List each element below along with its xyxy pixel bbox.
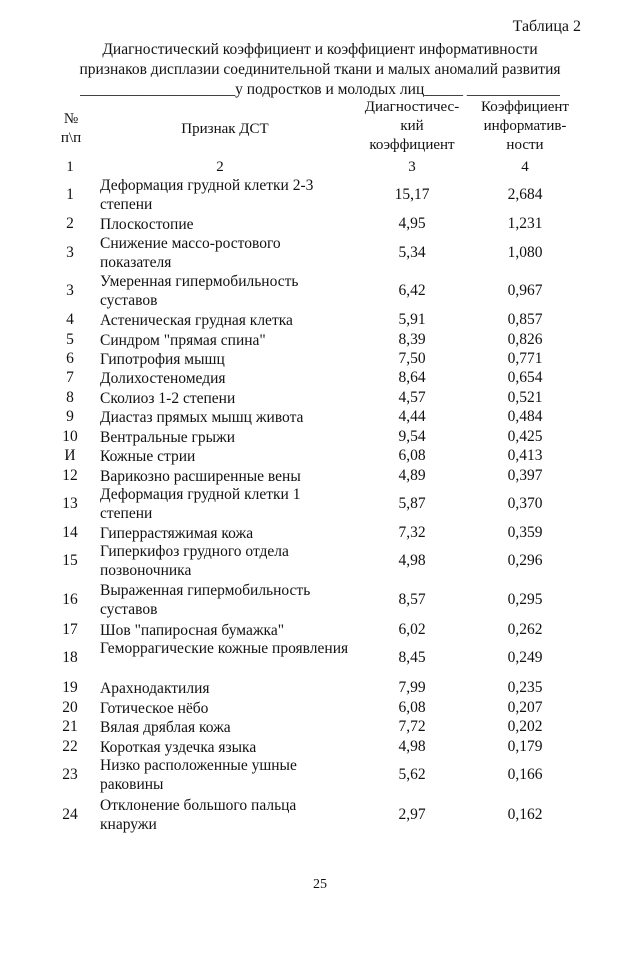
- row-diagnostic-coefficient: 7,32: [398, 524, 426, 541]
- table-row: [0, 796, 639, 834]
- row-sign: Отклонение большого пальца кнаружи: [100, 797, 297, 833]
- row-number: 14: [62, 524, 78, 541]
- row-number: 8: [66, 389, 74, 406]
- row-number: 16: [62, 591, 78, 608]
- row-informativity-coefficient: 0,207: [507, 699, 543, 716]
- row-diagnostic-coefficient: 7,72: [398, 718, 426, 735]
- table-row: [0, 176, 639, 214]
- table-row: [0, 485, 639, 523]
- row-informativity-coefficient: 0,166: [507, 766, 543, 783]
- table-row: [0, 310, 639, 330]
- row-sign: Вентральные грыжи: [100, 429, 236, 446]
- row-informativity-coefficient: 0,359: [507, 524, 543, 541]
- table-label: Таблица 2: [512, 18, 581, 35]
- row-diagnostic-coefficient: 6,08: [398, 699, 426, 716]
- row-diagnostic-coefficient: 6,02: [398, 621, 426, 638]
- column-number-2: 2: [216, 159, 224, 175]
- row-informativity-coefficient: 0,370: [507, 495, 543, 512]
- row-diagnostic-coefficient: 4,44: [398, 408, 426, 425]
- table-row: [0, 214, 639, 234]
- row-number: 13: [62, 495, 78, 512]
- column-number-4: 4: [521, 159, 529, 175]
- row-diagnostic-coefficient: 9,54: [398, 428, 426, 445]
- row-number: 4: [66, 311, 74, 328]
- table-row: [0, 717, 639, 737]
- row-informativity-coefficient: 0,826: [507, 331, 543, 348]
- header-diagnostic-line-2: кий: [400, 118, 424, 134]
- row-number: И: [64, 447, 76, 464]
- row-diagnostic-coefficient: 4,89: [398, 467, 426, 484]
- row-number: 23: [62, 766, 78, 783]
- row-diagnostic-coefficient: 7,99: [398, 679, 426, 696]
- row-diagnostic-coefficient: 8,57: [398, 591, 426, 608]
- row-informativity-coefficient: 1,231: [507, 215, 543, 232]
- row-sign: Кожные стрии: [100, 448, 196, 465]
- table-row: [0, 523, 639, 543]
- row-number: 9: [66, 408, 74, 425]
- row-informativity-coefficient: 2,684: [507, 186, 543, 203]
- row-sign: Гиперкифоз грудного отдела позвоночника: [100, 543, 289, 579]
- row-number: 22: [62, 738, 78, 755]
- row-diagnostic-coefficient: 8,45: [398, 649, 426, 666]
- row-number: 2: [66, 215, 74, 232]
- row-informativity-coefficient: 0,413: [507, 447, 543, 464]
- row-diagnostic-coefficient: 6,42: [398, 282, 426, 299]
- table-caption-line-1: Диагностический коэффициент и коэффициент информативности: [102, 41, 538, 58]
- row-sign: Шов "папиросная бумажка": [100, 622, 285, 639]
- row-informativity-coefficient: 0,654: [507, 369, 543, 386]
- row-number: 10: [62, 428, 78, 445]
- header-informativity-coef-col: [465, 98, 585, 155]
- row-informativity-coefficient: 0,249: [507, 649, 543, 666]
- row-number: 17: [62, 621, 78, 638]
- header-diagnostic-line-1: Диагностичес-: [364, 99, 460, 115]
- row-sign: Геморрагические кожные проявления: [100, 640, 349, 657]
- row-informativity-coefficient: 0,295: [507, 591, 543, 608]
- table-row: [0, 234, 639, 272]
- row-diagnostic-coefficient: 4,98: [398, 552, 426, 569]
- row-sign: Выраженная гипермобильность суставов: [100, 582, 311, 618]
- row-number: 15: [62, 552, 78, 569]
- row-informativity-coefficient: 0,202: [507, 718, 543, 735]
- row-number: 20: [62, 699, 78, 716]
- row-number: 5: [66, 331, 74, 348]
- row-informativity-coefficient: 0,484: [507, 408, 543, 425]
- row-number: 6: [66, 350, 74, 367]
- table-caption-line-3: ____________________у подростков и молодых лиц_____ ____________: [80, 81, 560, 98]
- table-caption-line-2: признаков дисплазии соединительной ткани и малых аномалий развития: [79, 61, 561, 78]
- row-diagnostic-coefficient: 5,87: [398, 495, 426, 512]
- row-informativity-coefficient: 0,397: [507, 467, 543, 484]
- page-number: 25: [313, 877, 327, 892]
- row-number: 24: [62, 806, 78, 823]
- table-row: [0, 388, 639, 408]
- row-informativity-coefficient: 0,235: [507, 679, 543, 696]
- row-informativity-coefficient: 0,521: [507, 389, 543, 406]
- column-number-3: 3: [408, 159, 416, 175]
- table-row: [0, 756, 639, 794]
- row-number: 21: [62, 718, 78, 735]
- row-sign: Сколиоз 1-2 степени: [100, 390, 236, 407]
- row-number: 3: [66, 282, 74, 299]
- table-row: [0, 620, 639, 640]
- row-diagnostic-coefficient: 5,34: [398, 244, 426, 261]
- table-row: [0, 330, 639, 350]
- header-sign-col: Признак ДСТ: [181, 121, 269, 137]
- header-informativity-line-2: информатив-: [483, 118, 567, 134]
- header-number-col: [56, 110, 86, 148]
- row-number: 1: [66, 186, 74, 203]
- row-informativity-coefficient: 0,771: [507, 350, 543, 367]
- table-row: [0, 446, 639, 466]
- row-diagnostic-coefficient: 5,62: [398, 766, 426, 783]
- table-row: [0, 698, 639, 718]
- row-diagnostic-coefficient: 2,97: [398, 806, 426, 823]
- row-sign: Низко расположенные ушные раковины: [100, 757, 297, 793]
- row-sign: Короткая уздечка языка: [100, 739, 257, 756]
- row-diagnostic-coefficient: 4,95: [398, 215, 426, 232]
- table-row: [0, 368, 639, 388]
- header-number-line-2: п\п: [60, 130, 82, 146]
- row-number: 19: [62, 679, 78, 696]
- row-informativity-coefficient: 0,296: [507, 552, 543, 569]
- row-diagnostic-coefficient: 4,57: [398, 389, 426, 406]
- row-informativity-coefficient: 0,425: [507, 428, 543, 445]
- row-diagnostic-coefficient: 6,08: [398, 447, 426, 464]
- header-number-line-1: №: [63, 111, 79, 127]
- table-row: [0, 542, 639, 580]
- row-sign: Гипотрофия мышц: [100, 351, 225, 368]
- row-sign: Арахнодактилия: [100, 680, 210, 697]
- row-diagnostic-coefficient: 4,98: [398, 738, 426, 755]
- row-sign: Синдром "прямая спина": [100, 332, 266, 349]
- row-informativity-coefficient: 1,080: [507, 244, 543, 261]
- header-diagnostic-coef-col: [352, 98, 472, 155]
- row-sign: Деформация грудной клетки 2-3 степени: [100, 177, 314, 213]
- header-informativity-line-1: Коэффициент: [481, 99, 569, 115]
- row-sign: Варикозно расширенные вены: [100, 468, 301, 485]
- table-row: [0, 427, 639, 447]
- row-sign: Умеренная гипермобильность суставов: [100, 273, 299, 309]
- table-row: [0, 581, 639, 619]
- row-sign: Астеническая грудная клетка: [100, 312, 293, 329]
- table-row: [0, 737, 639, 757]
- row-sign: Диастаз прямых мышц живота: [100, 409, 304, 426]
- column-number-1: 1: [66, 159, 74, 175]
- row-number: 12: [62, 467, 78, 484]
- table-row: [0, 407, 639, 427]
- row-sign: Деформация грудной клетки 1 степени: [100, 486, 301, 522]
- row-sign: Долихостеномедия: [100, 370, 226, 387]
- row-informativity-coefficient: 0,967: [507, 282, 543, 299]
- row-diagnostic-coefficient: 5,91: [398, 311, 426, 328]
- row-diagnostic-coefficient: 8,64: [398, 369, 426, 386]
- header-diagnostic-line-3: коэффициент: [369, 137, 455, 153]
- row-informativity-coefficient: 0,162: [507, 806, 543, 823]
- header-informativity-line-3: ности: [506, 137, 544, 153]
- row-number: 3: [66, 244, 74, 261]
- row-informativity-coefficient: 0,857: [507, 311, 543, 328]
- row-diagnostic-coefficient: 8,39: [398, 331, 426, 348]
- row-number: 18: [62, 649, 78, 666]
- table-row: [0, 466, 639, 486]
- table-row: [0, 272, 639, 310]
- row-diagnostic-coefficient: 15,17: [394, 186, 430, 203]
- row-sign: Гиперрастяжимая кожа: [100, 525, 254, 542]
- row-diagnostic-coefficient: 7,50: [398, 350, 426, 367]
- row-sign: Вялая дряблая кожа: [100, 719, 231, 736]
- table-row: [0, 678, 639, 698]
- row-informativity-coefficient: 0,179: [507, 738, 543, 755]
- row-number: 7: [66, 369, 74, 386]
- table-row: [0, 639, 639, 677]
- row-sign: Готическое нёбо: [100, 700, 209, 717]
- row-sign: Снижение массо-ростового показателя: [100, 235, 281, 271]
- row-sign: Плоскостопие: [100, 216, 194, 233]
- row-informativity-coefficient: 0,262: [507, 621, 543, 638]
- table-row: [0, 349, 639, 369]
